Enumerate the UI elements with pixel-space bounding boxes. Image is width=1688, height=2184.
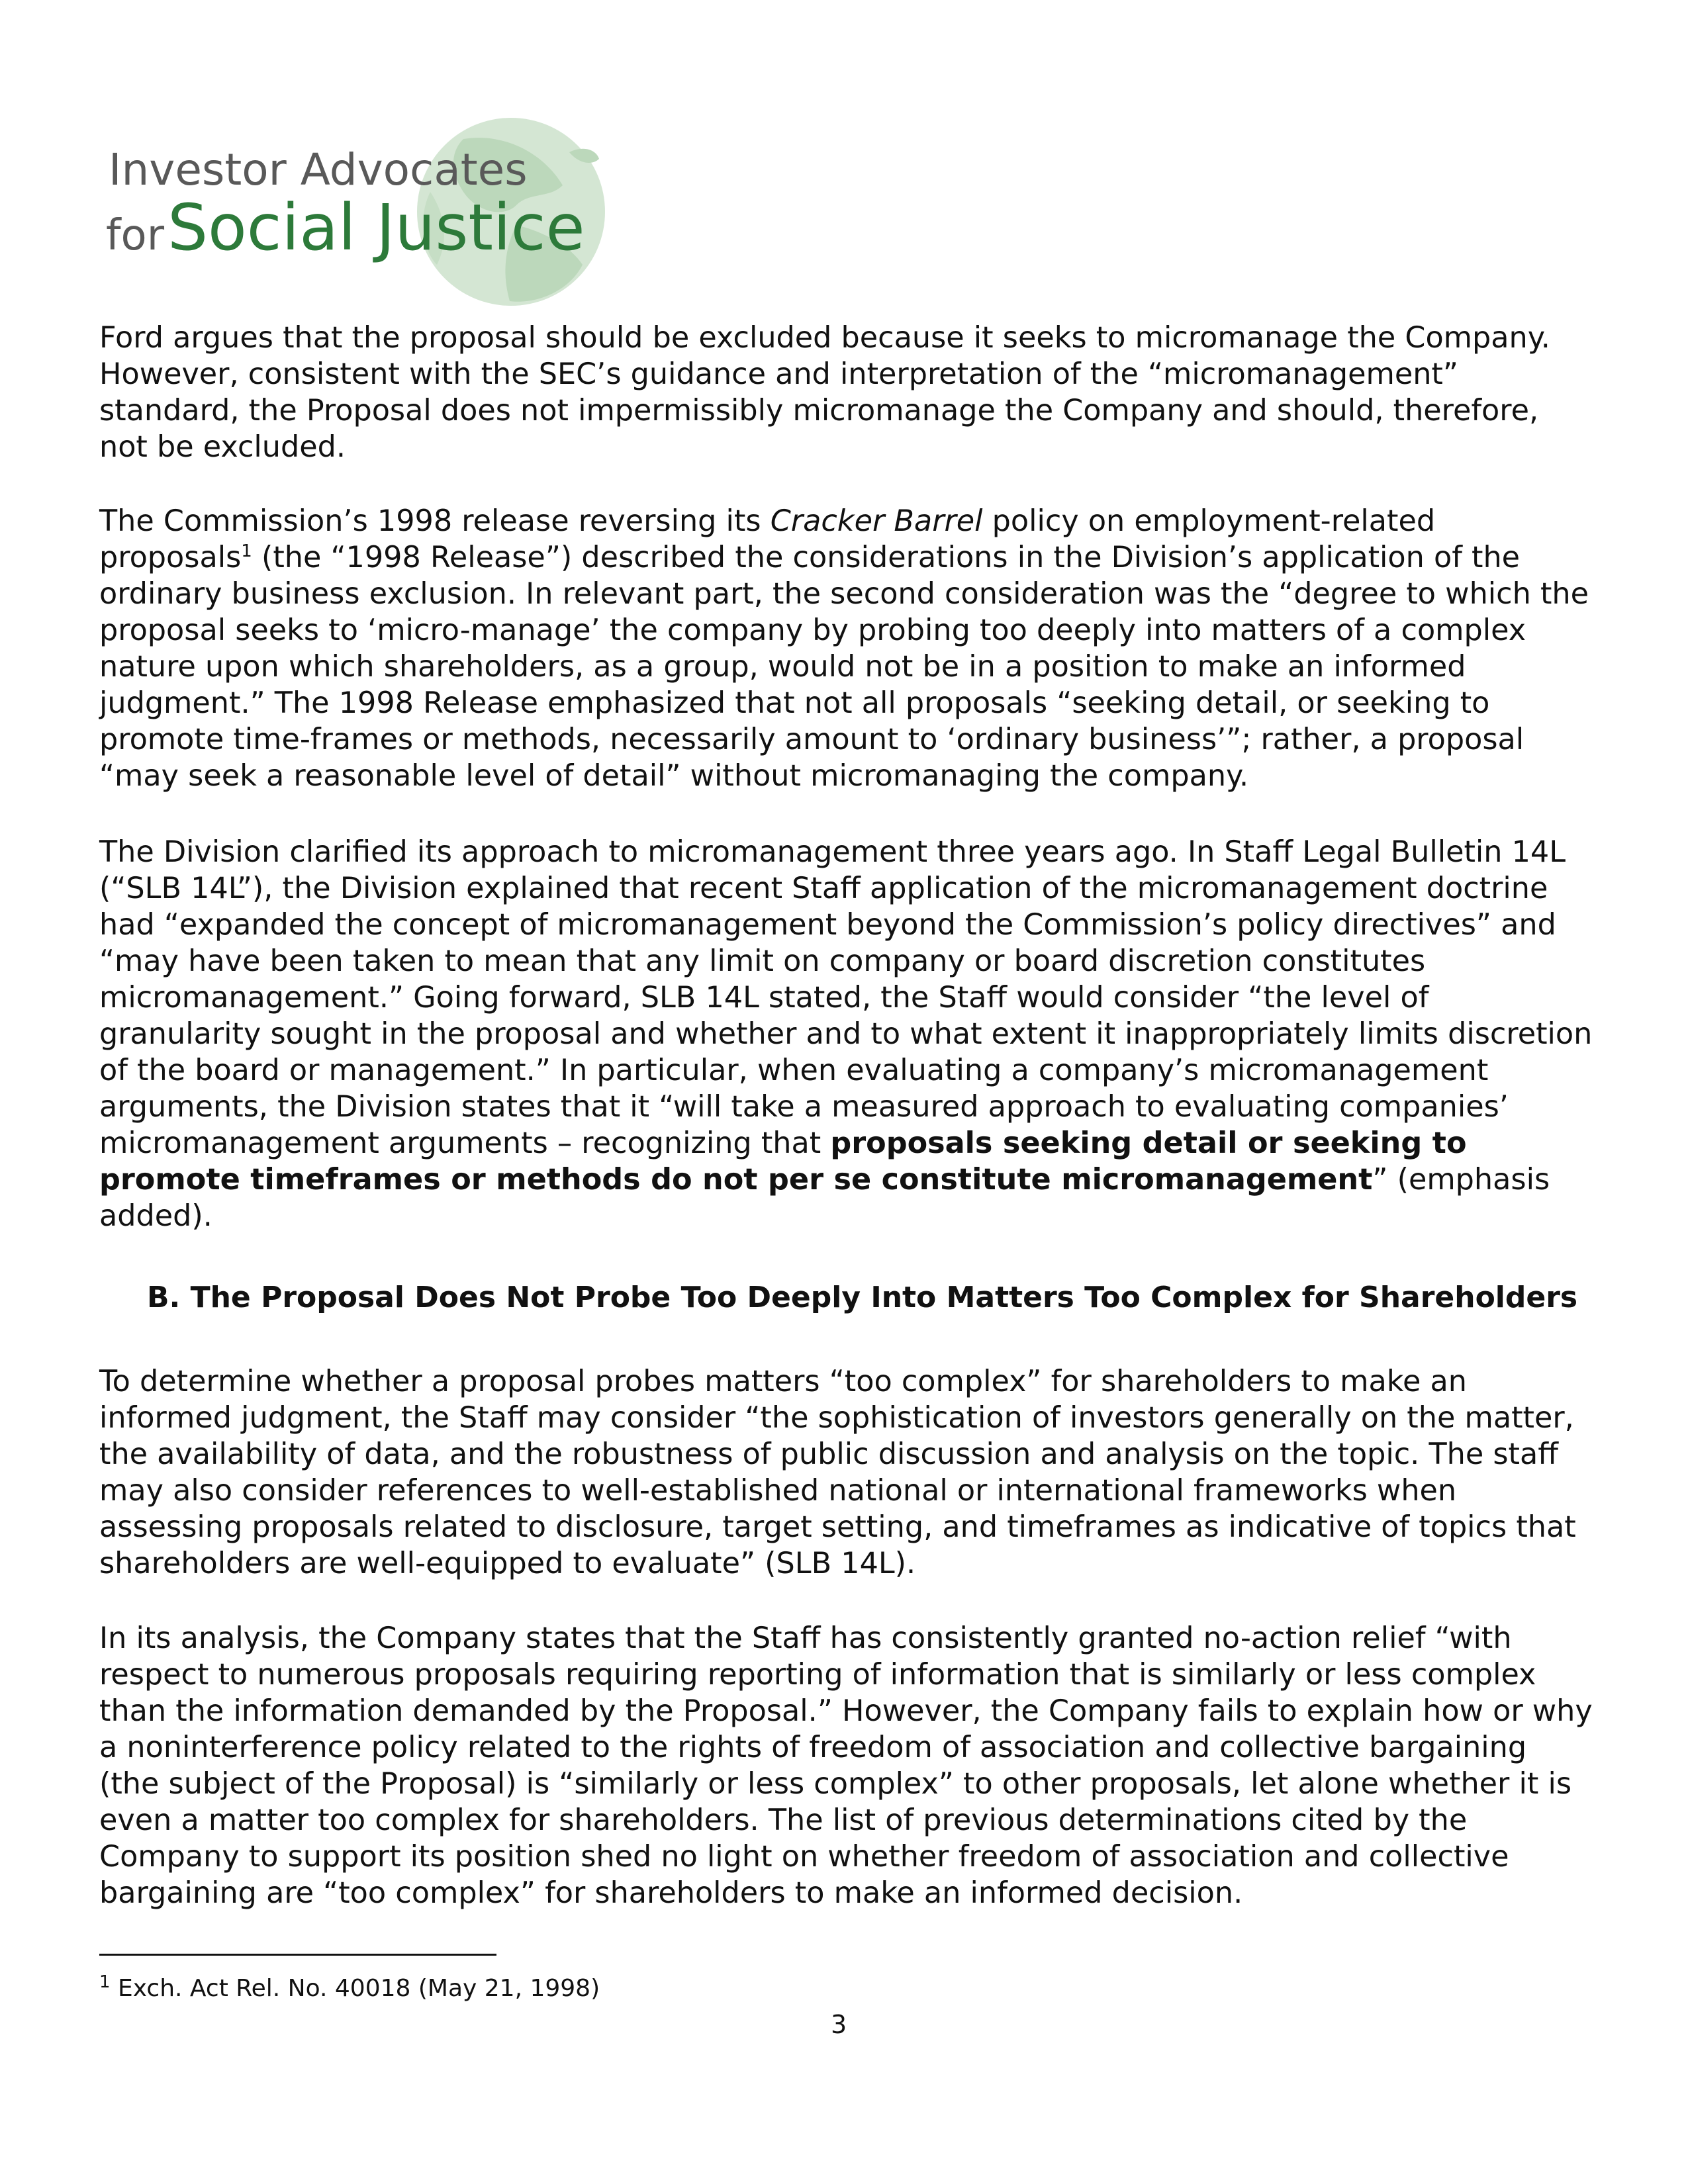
paragraph-text: The Commission’s 1998 release reversing its xyxy=(99,504,771,538)
logo-for-text: for xyxy=(106,211,164,260)
paragraph-text: The Division clarified its approach to micromanagement three years ago. In Staff Legal Bulletin 14L (“SLB 14L”), the Division explained that recent Staff application of the micromanagement doctrine had “expanded the concept of micromanagement beyond the Commission’s policy directives” and “may have been taken to mean that any limit on company or board discretion constitutes micromanagement.” Going forward, SLB 14L stated, the Staff would consider “the level of granularity sought in the proposal and whether and to what extent it inappropriately limits discretion of the board or management.” In particular, when evaluating a company’s micromanagement arguments, the Division states that it “will take a measured approach to evaluating companies’ micromanagement arguments – recognizing that xyxy=(99,835,1593,1160)
paragraph-text: ” (emphasis added). xyxy=(99,1163,1550,1233)
page-number: 3 xyxy=(831,2010,847,2039)
italic-case-name: Cracker Barrel xyxy=(770,504,983,538)
logo-subtitle-line xyxy=(106,191,585,265)
paragraph-text: To determine whether a proposal probes matters “too complex” for shareholders to make an informed judgment, the Staff may consider “the sophistication of investors generally on the matter, the availability of data, and the robustness of public discussion and analysis on the topic. The staff may also consider references to well-established national or international frameworks when assessing proposals related to disclosure, target setting, and timeframes as indicative of topics that shareholders are well-equipped to evaluate” (SLB 14L). xyxy=(99,1365,1576,1580)
logo-social-justice-text: Social Justice xyxy=(167,191,585,265)
paragraph-micromanagement-intro xyxy=(99,320,1595,465)
footnote-reference[interactable]: 1 xyxy=(241,541,252,562)
paragraph-slb-14l xyxy=(99,834,1595,1234)
footnote xyxy=(99,1974,600,2003)
paragraph-text: Ford argues that the proposal should be excluded because it seeks to micromanage the Company. However, consistent with the SEC’s guidance and interpretation of the “micromanagement” standard, the Proposal does not impermissibly micromanage the Company and should, therefore, not be excluded. xyxy=(99,321,1550,464)
paragraph-company-analysis xyxy=(99,1620,1595,1911)
footnote-text: Exch. Act Rel. No. 40018 (May 21, 1998) xyxy=(110,1975,600,2002)
footnote-divider xyxy=(99,1954,496,1956)
footnote-marker: 1 xyxy=(99,1972,111,1992)
section-heading: B. The Proposal Does Not Probe Too Deeply Into Matters Too Complex for Shareholders xyxy=(147,1281,1578,1314)
paragraph-complexity-standard xyxy=(99,1363,1595,1582)
paragraph-1998-release xyxy=(99,503,1595,794)
organization-logo xyxy=(106,113,609,311)
paragraph-text: In its analysis, the Company states that the Staff has consistently granted no-action relief “with respect to numerous proposals requiring reporting of information that is similarly or less complex than the information demanded by the Proposal.” However, the Company fails to explain how or why a noninterference policy related to the rights of freedom of association and collective bargaining (the subject of the Proposal) is “similarly or less complex” to other proposals, let alone whether it is even a matter too complex for shareholders. The list of previous determinations cited by the Company to support its position shed no light on whether freedom of association and collective bargaining are “too complex” for shareholders to make an informed decision. xyxy=(99,1621,1593,1910)
emphasized-text: proposals seeking detail or seeking to promote timeframes or methods do not per se constitute micromanagement xyxy=(99,1126,1467,1197)
logo-title-line: Investor Advocates xyxy=(109,144,528,195)
paragraph-text: (the “1998 Release”) described the considerations in the Division’s application of the ordinary business exclusion. In relevant part, the second consideration was the “degree to which the proposal seeks to ‘micro-manage’ the company by probing too deeply into matters of a complex nature upon which shareholders, as a group, would not be in a position to make an informed judgment.” The 1998 Release emphasized that not all proposals “seeking detail, or seeking to promote time-frames or methods, necessarily amount to ‘ordinary business’”; rather, a proposal “may seek a reasonable level of detail” without micromanaging the company. xyxy=(99,541,1589,793)
paragraph-text: policy on employment-related proposals xyxy=(99,504,1436,574)
